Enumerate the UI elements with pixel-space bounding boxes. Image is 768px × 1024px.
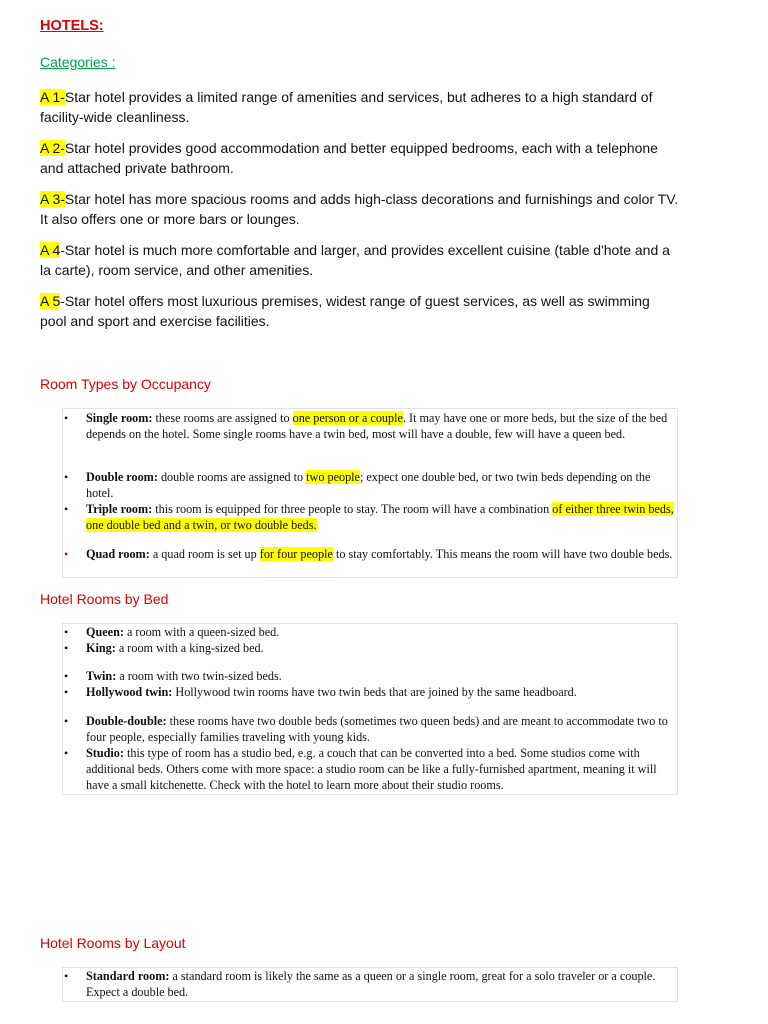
bullet-icon: • [64, 411, 69, 425]
list-item [64, 669, 678, 685]
list-item-highlight: one person or a couple [292, 411, 403, 425]
layout-heading: Hotel Rooms by Layout [40, 935, 186, 951]
category-tag: A 5 [40, 293, 61, 309]
list-item-text: . It may have one or more beds, but the size of the bed depends on the hotel. Some single rooms have a twin bed, most will have a double, few will have a queen bed. [86, 411, 668, 441]
list-item-highlight: two people [306, 470, 360, 484]
layout-list-box [62, 967, 678, 1002]
list-item-term: Double room: [86, 470, 158, 484]
list-item [64, 714, 678, 746]
category-text: -Star hotel is much more comfortable and larger, and provides excellent cuisine (table d'hote and a la carte), room service, and other amenities. [40, 242, 670, 278]
category-text: -Star hotel offers most luxurious premises, widest range of guest services, as well as swimming pool and sport and exercise facilities. [40, 293, 650, 329]
list-item [64, 969, 678, 1001]
list-item-term: Hollywood twin: [86, 685, 173, 699]
list-item-text: a quad room is set up [149, 547, 260, 561]
list-item-text: this type of room has a studio bed, e.g. a couch that can be converted into a bed. Some studios come with additional beds. Others come with more space: a studio room can be like a fully-furnished apartment, meaning it will have a small kitchenette. Check with the hotel to learn more about their studio rooms. [86, 746, 657, 792]
list-item [64, 641, 678, 657]
page-title: HOTELS: [40, 18, 104, 34]
bullet-icon: • [64, 641, 69, 655]
list-item-term: Quad room: [86, 547, 150, 561]
list-item-text: double rooms are assigned to [157, 470, 307, 484]
list-item [64, 411, 678, 443]
category-paragraph [40, 291, 680, 331]
category-text: Star hotel provides good accommodation and better equipped bedrooms, each with a telephone and attached private bathroom. [40, 140, 658, 176]
bed-list-box [62, 623, 678, 795]
bullet-icon: • [64, 746, 69, 760]
list-item-term: King: [86, 641, 116, 655]
list-item-term: Single room: [86, 411, 153, 425]
bullet-icon: • [64, 625, 69, 639]
bullet-icon: • [64, 470, 69, 484]
list-item-highlight: for four people [259, 547, 333, 561]
bullet-icon: • [64, 502, 69, 516]
category-tag: A 2- [40, 140, 65, 156]
bullet-icon: • [64, 685, 69, 699]
list-item [64, 685, 678, 701]
category-tag: A 3- [40, 191, 65, 207]
bullet-icon: • [64, 969, 69, 983]
bullet-icon: • [64, 547, 69, 561]
category-tag: A 1- [40, 89, 65, 105]
bullet-icon: • [64, 714, 69, 728]
list-item-text: a room with a queen-sized bed. [123, 625, 280, 639]
list-item [64, 502, 678, 534]
categories-heading: Categories : [40, 54, 116, 70]
category-text: Star hotel has more spacious rooms and adds high-class decorations and furnishings and color TV. It also offers one or more bars or lounges. [40, 191, 679, 227]
list-item-text: ; expect one double bed, or two twin beds depending on the hotel. [86, 470, 651, 500]
list-item-term: Triple room: [86, 502, 153, 516]
list-item-term: Twin: [86, 669, 117, 683]
list-item-text: Hollywood twin rooms have two twin beds that are joined by the same headboard. [172, 685, 577, 699]
list-item-text: these rooms have two double beds (sometimes two queen beds) and are meant to accommodate two to four people, especially families traveling with young kids. [86, 714, 668, 744]
list-item [64, 547, 678, 563]
category-paragraph [40, 87, 680, 127]
list-item [64, 625, 678, 641]
category-paragraph [40, 138, 680, 178]
list-item-text: a room with two twin-sized beds. [116, 669, 282, 683]
list-item-text: a standard room is likely the same as a queen or a single room, great for a solo traveler or a couple. Expect a double bed. [86, 969, 656, 999]
list-item-term: Double-double: [86, 714, 167, 728]
category-text: Star hotel provides a limited range of amenities and services, but adheres to a high standard of facility-wide cleanliness. [40, 89, 653, 125]
category-paragraph [40, 189, 680, 229]
list-item-text: to stay comfortably. This means the room will have two double beds. [332, 547, 673, 561]
list-item [64, 470, 678, 502]
bullet-icon: • [64, 669, 69, 683]
list-item-term: Studio: [86, 746, 124, 760]
list-item-term: Queen: [86, 625, 124, 639]
occupancy-heading: Room Types by Occupancy [40, 376, 211, 392]
list-item-text: these rooms are assigned to [152, 411, 293, 425]
list-item-highlight: of either three twin beds, one double bed and a twin, or two double beds. [86, 502, 674, 532]
category-tag: A 4 [40, 242, 61, 258]
category-paragraph [40, 240, 680, 280]
occupancy-list-box [62, 408, 678, 578]
list-item [64, 746, 678, 793]
bed-heading: Hotel Rooms by Bed [40, 591, 169, 607]
list-item-term: Standard room: [86, 969, 170, 983]
list-item-text: this room is equipped for three people to stay. The room will have a combination [152, 502, 553, 516]
list-item-text: a room with a king-sized bed. [115, 641, 264, 655]
